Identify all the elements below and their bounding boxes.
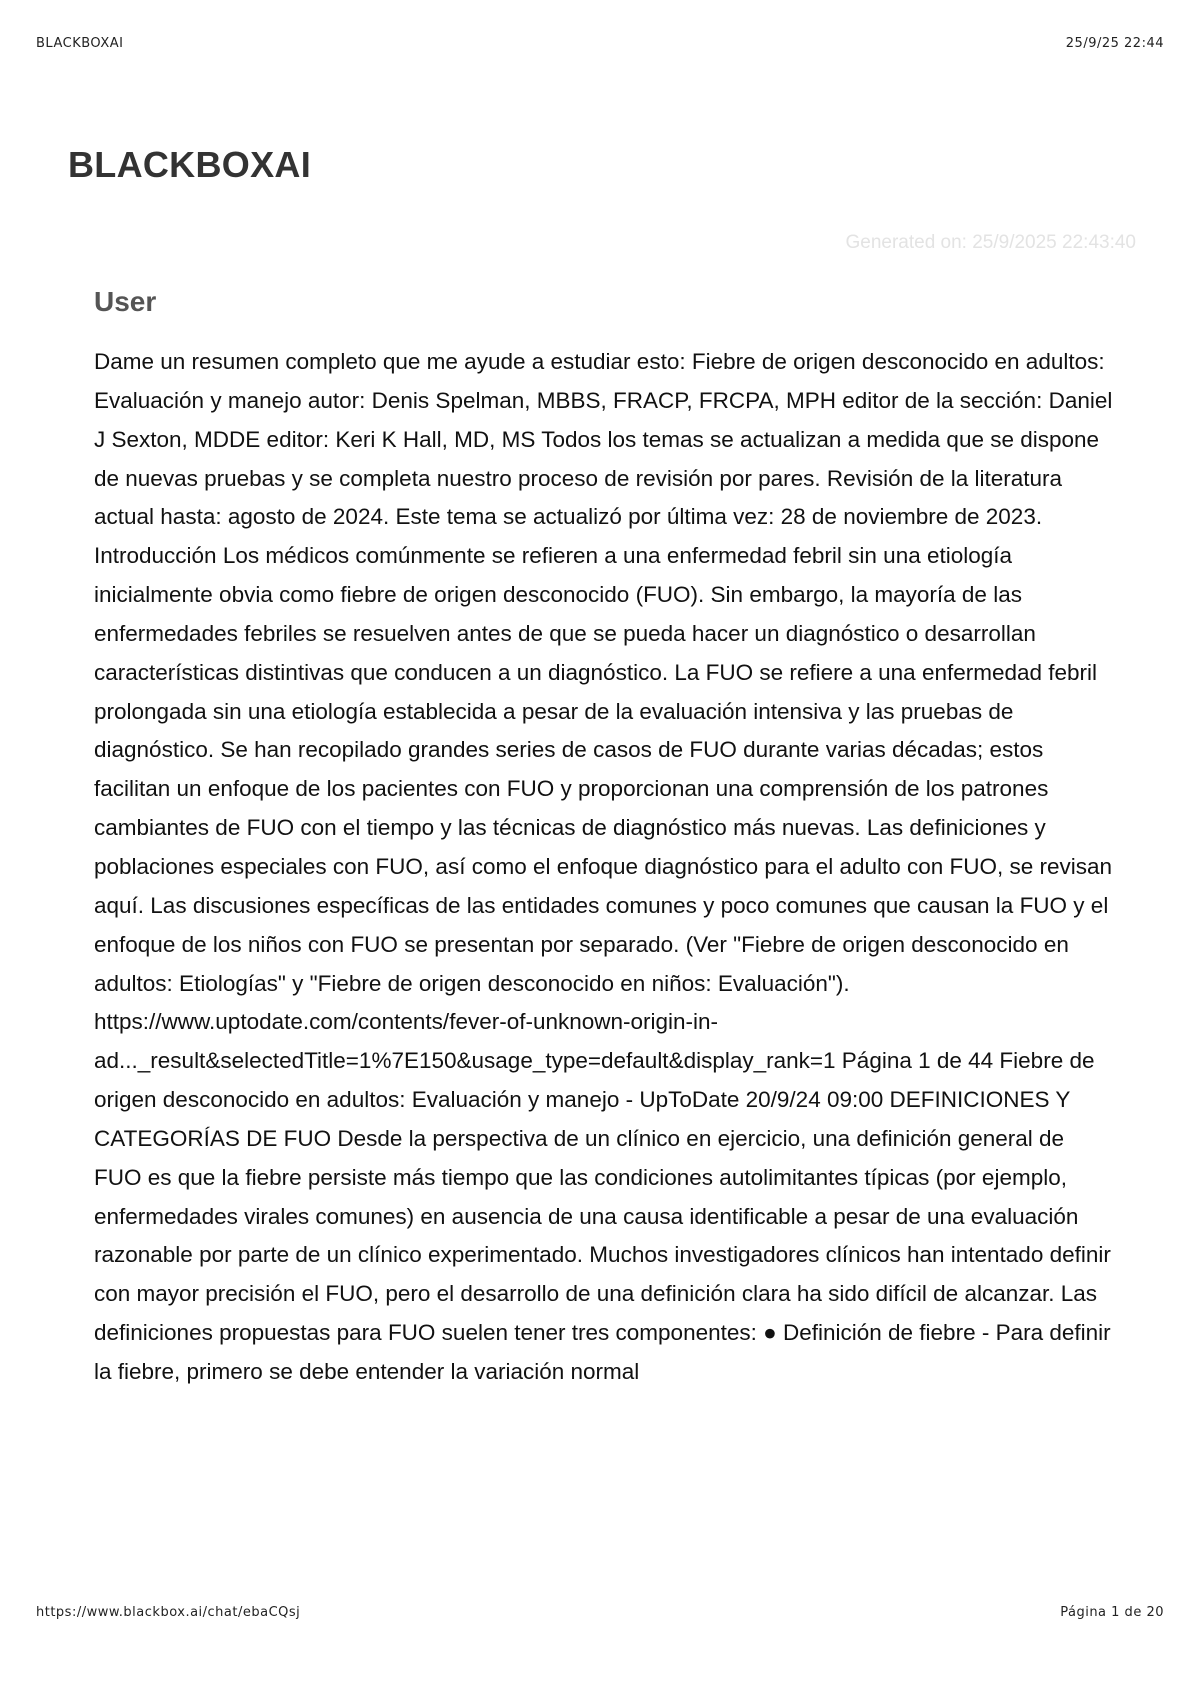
print-header-datetime: 25/9/25 22:44 — [1065, 36, 1164, 51]
print-footer-page-number: Página 1 de 20 — [1060, 1605, 1164, 1620]
print-footer-url: https://www.blackbox.ai/chat/ebaCQsj — [36, 1605, 301, 1620]
message-role-label: User — [94, 286, 157, 317]
user-message-text: Dame un resumen completo que me ayude a estudiar esto: Fiebre de origen desconocido en adultos: Evaluación y manejo autor: Denis Spelman, MBBS, FRACP, FRCPA, MPH editor de la sección: Daniel J Sexton, MDDE editor: Keri K Hall, MD, MS Todos los temas se actualizan a medida que se dispone de nuevas pruebas y se completa nuestro proceso de revisión por pares. Revisión de la literatura actual hasta: agosto de 2024. Este tema se actualizó por última vez: 28 de noviembre de 2023. Introducción Los médicos comúnmente se refieren a una enfermedad febril sin una etiología inicialmente obvia como fiebre de origen desconocido (FUO). Sin embargo, la mayoría de las enfermedades febriles se resuelven antes de que se pueda hacer un diagnóstico o desarrollan características distintivas que conducen a un diagnóstico. La FUO se refiere a una enfermedad febril prolongada sin una etiología establecida a pesar de la evaluación intensiva y las pruebas de diagnóstico. Se han recopilado grandes series de casos de FUO durante varias décadas; estos facilitan un enfoque de los pacientes con FUO y proporcionan una comprensión de los patrones cambiantes de FUO con el tiempo y las técnicas de diagnóstico más nuevas. Las definiciones y poblaciones especiales con FUO, así como el enfoque diagnóstico para el adulto con FUO, se revisan aquí. Las discusiones específicas de las entidades comunes y poco comunes que causan la FUO y el enfoque de los niños con FUO se presentan por separado. (Ver "Fiebre de origen desconocido en adultos: Etiologías" y "Fiebre de origen desconocido en niños: Evaluación"). https://www.uptodate.com/contents/fever-of-unknown-origin-in-ad..._result&selectedTitle=1%7E150&usage_type=default&display_rank=1 Página 1 de 44 Fiebre de origen desconocido en adultos: Evaluación y manejo - UpToDate 20/9/24 09:00 DEFINICIONES Y CATEGORÍAS DE FUO Desde la perspectiva de un clínico en ejercicio, una definición general de FUO es que la fiebre persiste más tiempo que las condiciones autolimitantes típicas (por ejemplo, enfermedades virales comunes) en ausencia de una causa identificable a pesar de una evaluación razonable por parte de un clínico experimentado. Muchos investigadores clínicos han intentado definir con mayor precisión el FUO, pero el desarrollo de una definición clara ha sido difícil de alcanzar. Las definiciones propuestas para FUO suelen tener tres componentes: ● Definición de fiebre - Para definir la fiebre, primero se debe entender la variación normal — [94, 349, 1113, 1384]
page-title: BLACKBOXAI — [68, 144, 311, 185]
generated-on-timestamp: Generated on: 25/9/2025 22:43:40 — [845, 232, 1136, 253]
print-header-title: BLACKBOXAI — [36, 36, 124, 51]
